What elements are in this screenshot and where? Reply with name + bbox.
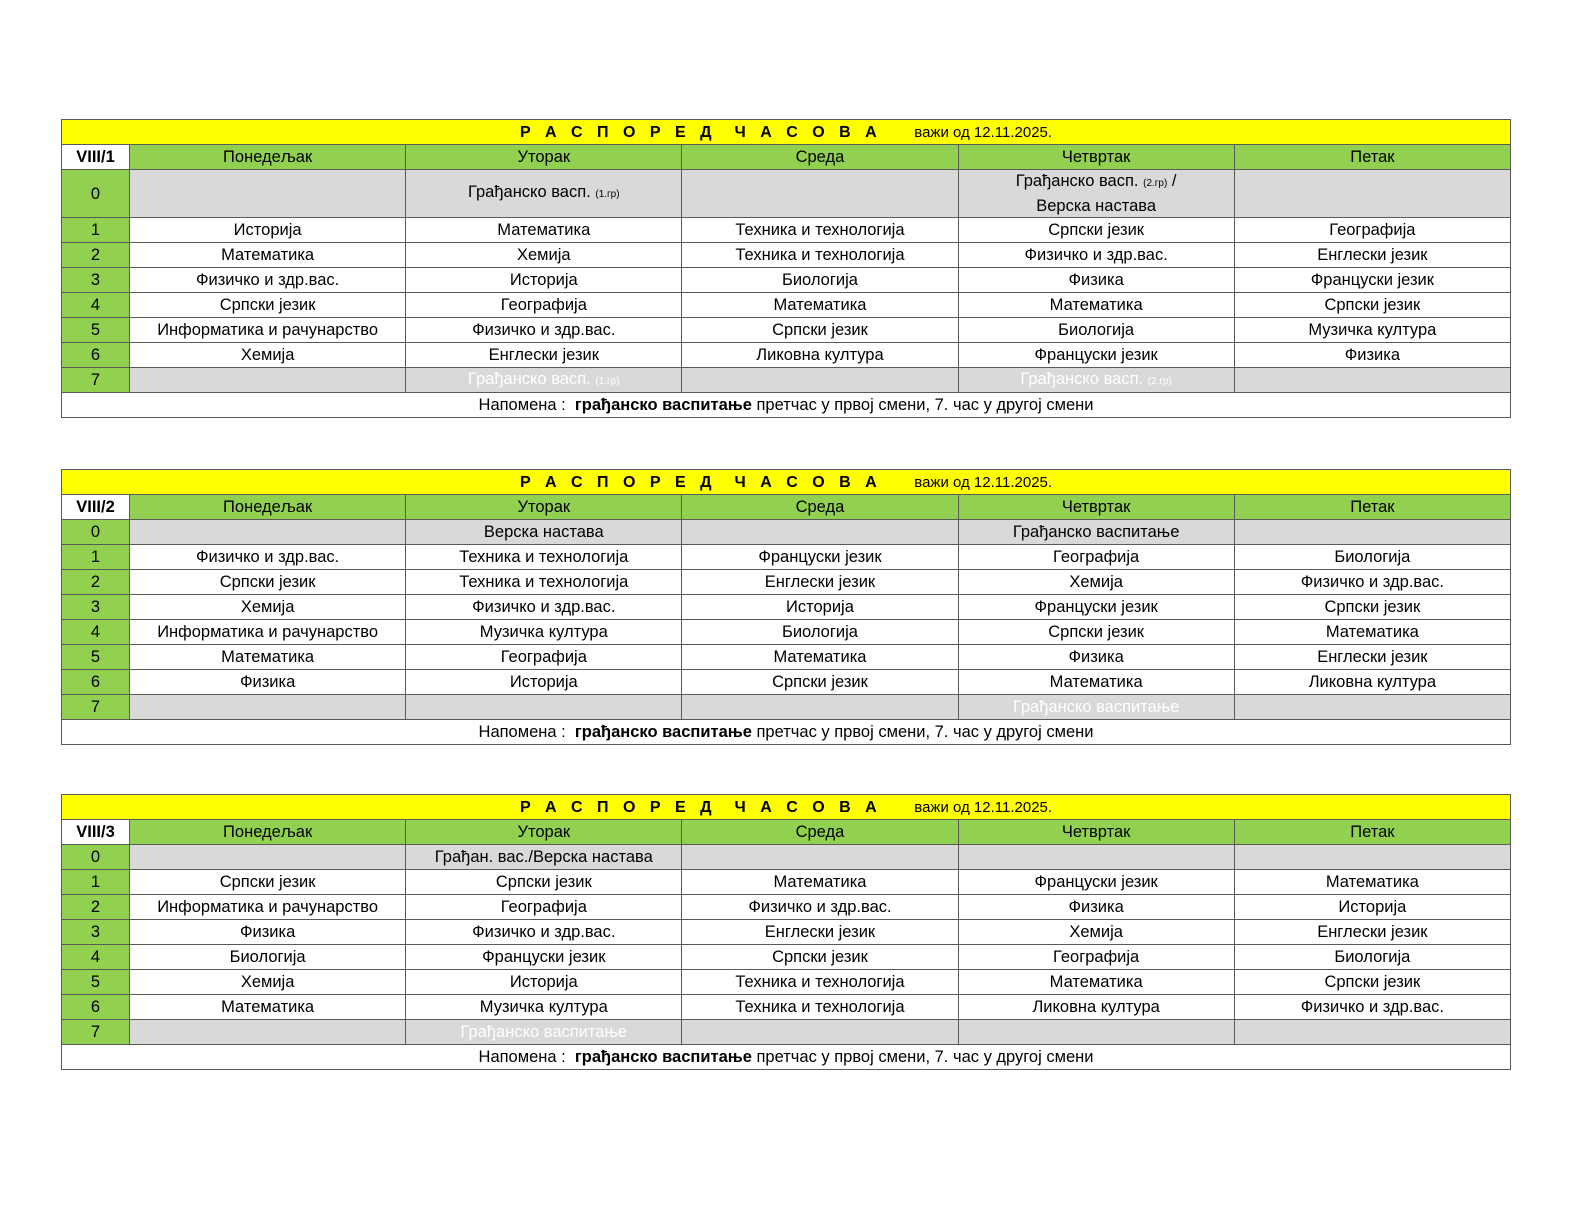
lesson-cell: Географија xyxy=(1234,218,1510,243)
lesson-cell xyxy=(1234,368,1510,393)
group-label: (2.гр) xyxy=(1143,178,1168,189)
lesson-cell: Историја xyxy=(406,268,682,293)
class-label: VIII/1 xyxy=(62,145,130,170)
lesson-cell: Француски језик xyxy=(958,870,1234,895)
table-row xyxy=(62,170,1511,218)
lesson-cell: Српски језик xyxy=(682,318,958,343)
lesson-cell: Хемија xyxy=(130,970,406,995)
lesson-cell: Математика xyxy=(406,218,682,243)
period-number: 0 xyxy=(62,845,130,870)
table-row xyxy=(62,570,1511,595)
title-text: Р А С П О Р Е Д xyxy=(519,123,717,141)
class-label: VIII/2 xyxy=(62,495,130,520)
lesson-cell: Српски језик xyxy=(958,620,1234,645)
lesson-cell: Биологија xyxy=(682,620,958,645)
lesson-cell: Енглески језик xyxy=(1234,645,1510,670)
lesson-cell: Верска настава xyxy=(406,520,682,545)
lesson-cell: Географија xyxy=(406,293,682,318)
valid-from: важи од 12.11.2025. xyxy=(914,798,1053,816)
table-row xyxy=(62,920,1511,945)
schedule-title xyxy=(62,470,1511,495)
lesson-cell: Географија xyxy=(958,545,1234,570)
table-row xyxy=(62,343,1511,368)
day-header-friday: Петак xyxy=(1234,495,1510,520)
table-row xyxy=(62,895,1511,920)
lesson-cell xyxy=(406,368,682,393)
lesson-cell xyxy=(1234,1020,1510,1045)
period-number: 6 xyxy=(62,343,130,368)
lesson-cell xyxy=(1234,170,1510,218)
lesson-cell: Српски језик xyxy=(1234,970,1510,995)
period-number: 2 xyxy=(62,895,130,920)
valid-from: важи од 12.11.2025. xyxy=(914,473,1053,491)
schedule-note xyxy=(62,393,1511,418)
lesson-cell: Грађанско васпитање xyxy=(406,1020,682,1045)
lesson-cell: Грађанско васпитање xyxy=(958,520,1234,545)
day-header-monday: Понедељак xyxy=(130,495,406,520)
group-label: (1.гр) xyxy=(595,189,620,200)
lesson-cell: Грађанско васпитање xyxy=(958,695,1234,720)
lesson-cell xyxy=(406,695,682,720)
day-header-thursday: Четвртак xyxy=(958,820,1234,845)
lesson-cell: Техника и технологија xyxy=(682,970,958,995)
lesson-cell: Физичко и здр.вас. xyxy=(1234,995,1510,1020)
lesson-cell xyxy=(130,1020,406,1045)
lesson-cell: Енглески језик xyxy=(1234,243,1510,268)
lesson-cell: Хемија xyxy=(958,570,1234,595)
lesson-cell xyxy=(958,368,1234,393)
lesson-cell: Математика xyxy=(130,995,406,1020)
table-row xyxy=(62,243,1511,268)
schedule-table-viii-3 xyxy=(61,794,1511,1070)
lesson-cell: Физичко и здр.вас. xyxy=(130,268,406,293)
table-row xyxy=(62,870,1511,895)
note-prefix: Напомена : xyxy=(478,723,566,741)
lesson-cell xyxy=(130,368,406,393)
lesson-cell: Српски језик xyxy=(682,670,958,695)
lesson-text: Грађанско васп. xyxy=(467,183,591,201)
note-text: претчас у првој смени, 7. час у другој смени xyxy=(756,1048,1094,1066)
lesson-cell: Ликовна култура xyxy=(1234,670,1510,695)
lesson-cell: Техника и технологија xyxy=(406,545,682,570)
period-number: 5 xyxy=(62,970,130,995)
lesson-cell: Физика xyxy=(958,645,1234,670)
lesson-cell: Физичко и здр.вас. xyxy=(406,920,682,945)
lesson-text: Грађанско васп. xyxy=(1020,369,1144,388)
lesson-cell: Физичко и здр.вас. xyxy=(682,895,958,920)
day-header-friday: Петак xyxy=(1234,145,1510,170)
period-number: 3 xyxy=(62,920,130,945)
lesson-cell: Историја xyxy=(682,595,958,620)
lesson-cell: Биологија xyxy=(958,318,1234,343)
lesson-cell: Енглески језик xyxy=(682,920,958,945)
day-header-wednesday: Среда xyxy=(682,145,958,170)
day-header-tuesday: Уторак xyxy=(406,495,682,520)
lesson-cell: Географија xyxy=(406,645,682,670)
title-text-2: Ч А С О В А xyxy=(734,798,882,816)
title-text: Р А С П О Р Е Д xyxy=(519,798,717,816)
lesson-cell: Српски језик xyxy=(1234,293,1510,318)
lesson-cell: Француски језик xyxy=(958,595,1234,620)
lesson-cell xyxy=(682,845,958,870)
period-number: 3 xyxy=(62,268,130,293)
lesson-cell: Историја xyxy=(406,970,682,995)
lesson-cell xyxy=(1234,695,1510,720)
lesson-cell: Енглески језик xyxy=(682,570,958,595)
lesson-cell xyxy=(130,845,406,870)
lesson-cell: Српски језик xyxy=(130,293,406,318)
period-number: 2 xyxy=(62,570,130,595)
lesson-cell: Техника и технологија xyxy=(682,243,958,268)
lesson-cell: Музичка култура xyxy=(406,995,682,1020)
lesson-cell: Српски језик xyxy=(130,570,406,595)
table-row xyxy=(62,945,1511,970)
lesson-cell: Биологија xyxy=(1234,945,1510,970)
table-row xyxy=(62,545,1511,570)
schedule-note xyxy=(62,1045,1511,1070)
lesson-cell: Математика xyxy=(682,870,958,895)
lesson-cell: Француски језик xyxy=(682,545,958,570)
schedule-table-viii-1 xyxy=(61,119,1511,418)
period-number: 5 xyxy=(62,318,130,343)
lesson-cell: Техника и технологија xyxy=(406,570,682,595)
lesson-cell: Енглески језик xyxy=(1234,920,1510,945)
table-row xyxy=(62,995,1511,1020)
lesson-cell: Историја xyxy=(406,670,682,695)
note-prefix: Напомена : xyxy=(478,396,566,414)
table-row xyxy=(62,318,1511,343)
table-row xyxy=(62,970,1511,995)
lesson-cell: Хемија xyxy=(406,243,682,268)
lesson-cell xyxy=(1234,520,1510,545)
note-bold: грађанско васпитање xyxy=(574,723,752,741)
period-number: 7 xyxy=(62,368,130,393)
day-header-thursday: Четвртак xyxy=(958,495,1234,520)
lesson-cell xyxy=(682,520,958,545)
lesson-cell: Српски језик xyxy=(958,218,1234,243)
lesson-cell xyxy=(130,520,406,545)
lesson-cell: Математика xyxy=(130,243,406,268)
lesson-cell xyxy=(682,368,958,393)
table-row xyxy=(62,368,1511,393)
note-bold: грађанско васпитање xyxy=(574,1048,752,1066)
lesson-cell xyxy=(130,695,406,720)
lesson-cell: Информатика и рачунарство xyxy=(130,895,406,920)
lesson-cell: Математика xyxy=(958,970,1234,995)
lesson-cell: Енглески језик xyxy=(406,343,682,368)
lesson-cell: Физика xyxy=(1234,343,1510,368)
title-text: Р А С П О Р Е Д xyxy=(519,473,717,491)
period-number: 5 xyxy=(62,645,130,670)
lesson-cell: Француски језик xyxy=(1234,268,1510,293)
lesson-cell: Математика xyxy=(958,670,1234,695)
lesson-cell xyxy=(958,170,1234,218)
lesson-cell: Математика xyxy=(958,293,1234,318)
lesson-cell: Техника и технологија xyxy=(682,218,958,243)
lesson-cell: Биологија xyxy=(1234,545,1510,570)
schedule-title xyxy=(62,795,1511,820)
lesson-cell: Физика xyxy=(958,268,1234,293)
lesson-cell: Математика xyxy=(1234,870,1510,895)
lesson-cell: Техника и технологија xyxy=(682,995,958,1020)
table-row xyxy=(62,268,1511,293)
lesson-cell xyxy=(682,695,958,720)
lesson-cell xyxy=(958,845,1234,870)
lesson-cell xyxy=(1234,845,1510,870)
schedule-table-viii-2 xyxy=(61,469,1511,745)
period-number: 0 xyxy=(62,520,130,545)
lesson-cell: Географија xyxy=(958,945,1234,970)
period-number: 2 xyxy=(62,243,130,268)
lesson-cell: Физичко и здр.вас. xyxy=(1234,570,1510,595)
lesson-cell: Математика xyxy=(1234,620,1510,645)
title-text-2: Ч А С О В А xyxy=(734,473,882,491)
schedule-title xyxy=(62,120,1511,145)
period-number: 6 xyxy=(62,995,130,1020)
lesson-cell: Математика xyxy=(130,645,406,670)
table-row xyxy=(62,845,1511,870)
lesson-cell: Хемија xyxy=(958,920,1234,945)
class-label: VIII/3 xyxy=(62,820,130,845)
period-number: 7 xyxy=(62,695,130,720)
lesson-cell: Француски језик xyxy=(958,343,1234,368)
lesson-cell xyxy=(130,170,406,218)
lesson-cell: Музичка култура xyxy=(1234,318,1510,343)
lesson-cell: Физичко и здр.вас. xyxy=(406,318,682,343)
lesson-text: Грађанско васп. xyxy=(1015,172,1139,190)
lesson-cell: Хемија xyxy=(130,343,406,368)
lesson-cell: Математика xyxy=(682,645,958,670)
note-bold: грађанско васпитање xyxy=(574,396,752,414)
table-row xyxy=(62,293,1511,318)
day-header-tuesday: Уторак xyxy=(406,820,682,845)
lesson-cell: Историја xyxy=(130,218,406,243)
day-header-tuesday: Уторак xyxy=(406,145,682,170)
table-row xyxy=(62,1020,1511,1045)
lesson-cell: Српски језик xyxy=(130,870,406,895)
lesson-cell: Грађан. вас./Верска настава xyxy=(406,845,682,870)
period-number: 1 xyxy=(62,870,130,895)
period-number: 4 xyxy=(62,620,130,645)
lesson-cell: Српски језик xyxy=(406,870,682,895)
period-number: 6 xyxy=(62,670,130,695)
lesson-cell: Француски језик xyxy=(406,945,682,970)
valid-from: важи од 12.11.2025. xyxy=(914,123,1053,141)
lesson-cell xyxy=(406,170,682,218)
table-row xyxy=(62,645,1511,670)
lesson-cell: Музичка култура xyxy=(406,620,682,645)
lesson-cell: Биологија xyxy=(130,945,406,970)
day-header-thursday: Четвртак xyxy=(958,145,1234,170)
lesson-cell: Ликовна култура xyxy=(682,343,958,368)
lesson-cell: Физика xyxy=(130,920,406,945)
period-number: 1 xyxy=(62,545,130,570)
lesson-cell: Физичко и здр.вас. xyxy=(406,595,682,620)
day-header-wednesday: Среда xyxy=(682,820,958,845)
table-row xyxy=(62,670,1511,695)
table-row xyxy=(62,218,1511,243)
group-label: (2.гр) xyxy=(1147,375,1172,387)
schedule-note xyxy=(62,720,1511,745)
lesson-cell: Хемија xyxy=(130,595,406,620)
day-header-friday: Петак xyxy=(1234,820,1510,845)
lesson-cell xyxy=(958,1020,1234,1045)
table-row xyxy=(62,520,1511,545)
separator: / xyxy=(1171,172,1177,190)
day-header-monday: Понедељак xyxy=(130,145,406,170)
lesson-cell xyxy=(682,1020,958,1045)
note-prefix: Напомена : xyxy=(478,1048,566,1066)
title-text-2: Ч А С О В А xyxy=(734,123,882,141)
lesson-cell: Информатика и рачунарство xyxy=(130,620,406,645)
lesson-cell: Математика xyxy=(682,293,958,318)
period-number: 0 xyxy=(62,170,130,218)
lesson-cell: Биологија xyxy=(682,268,958,293)
lesson-cell: Физика xyxy=(130,670,406,695)
day-header-wednesday: Среда xyxy=(682,495,958,520)
note-text: претчас у првој смени, 7. час у другој смени xyxy=(756,723,1094,741)
lesson-cell xyxy=(682,170,958,218)
table-row xyxy=(62,695,1511,720)
table-row xyxy=(62,620,1511,645)
table-row xyxy=(62,595,1511,620)
group-label: (1.гр) xyxy=(595,375,620,387)
lesson-text: Грађанско васп. xyxy=(467,369,591,388)
lesson-cell: Географија xyxy=(406,895,682,920)
lesson-cell: Српски језик xyxy=(1234,595,1510,620)
lesson-cell: Ликовна култура xyxy=(958,995,1234,1020)
note-text: претчас у првој смени, 7. час у другој смени xyxy=(756,396,1094,414)
day-header-monday: Понедељак xyxy=(130,820,406,845)
lesson-cell: Информатика и рачунарство xyxy=(130,318,406,343)
lesson-cell: Физичко и здр.вас. xyxy=(958,243,1234,268)
lesson-cell: Физика xyxy=(958,895,1234,920)
period-number: 3 xyxy=(62,595,130,620)
period-number: 4 xyxy=(62,945,130,970)
lesson-cell: Историја xyxy=(1234,895,1510,920)
period-number: 1 xyxy=(62,218,130,243)
lesson-cell: Физичко и здр.вас. xyxy=(130,545,406,570)
period-number: 7 xyxy=(62,1020,130,1045)
lesson-cell: Српски језик xyxy=(682,945,958,970)
lesson-text-line2: Верска настава xyxy=(1036,197,1157,215)
period-number: 4 xyxy=(62,293,130,318)
